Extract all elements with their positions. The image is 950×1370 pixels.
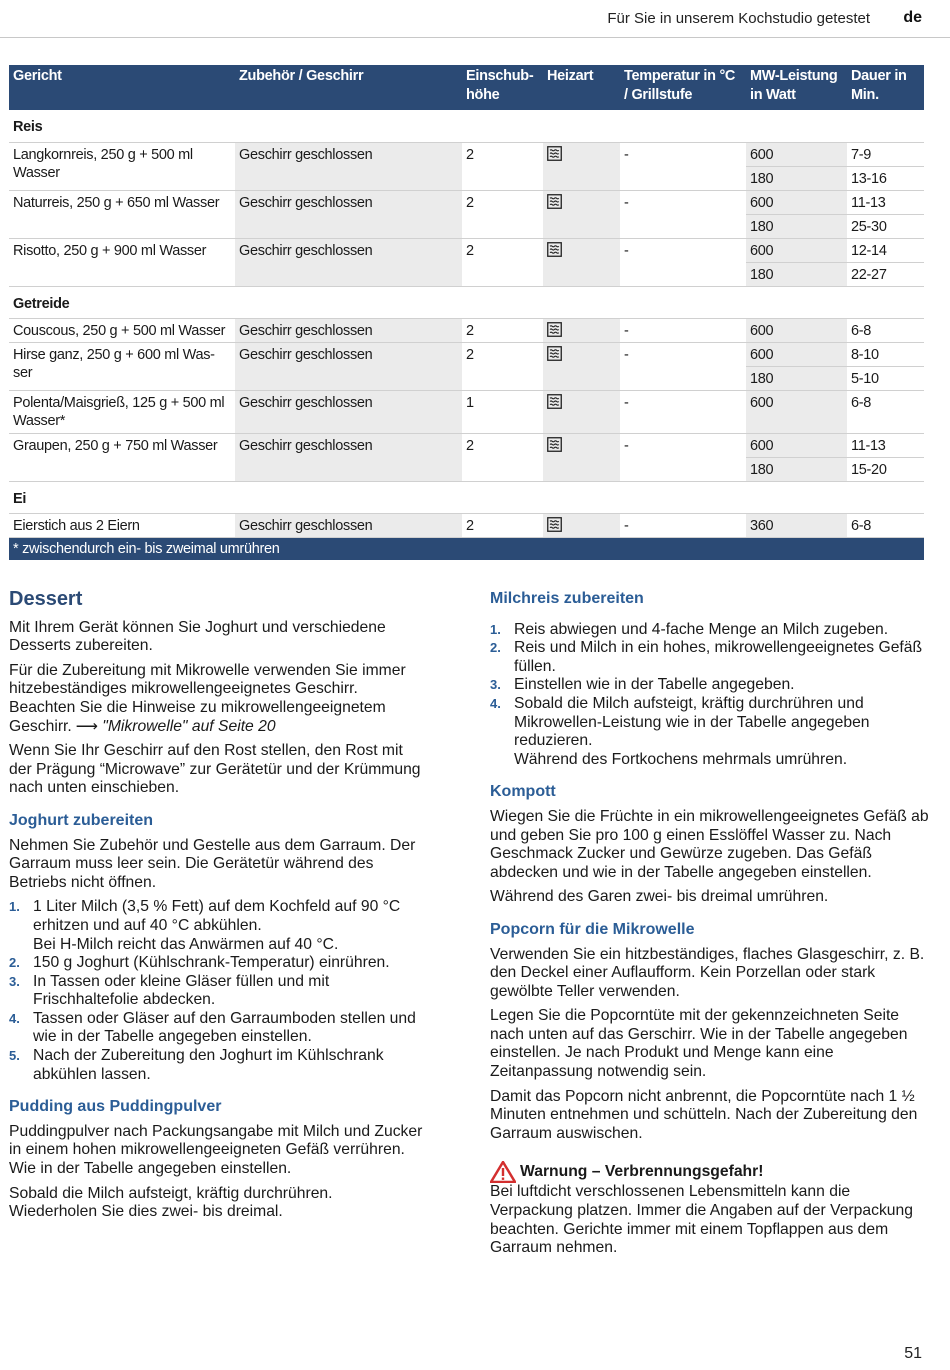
- accessory-cell: Geschirr geschlossen: [235, 318, 462, 342]
- table-row: [9, 433, 924, 457]
- step-text: 150 g Joghurt (Kühlschrank-Temperatur) einrühren.: [33, 954, 390, 972]
- dish-cell: Langkornreis, 250 g + 500 ml Wasser: [9, 142, 235, 190]
- table-row: [9, 513, 924, 537]
- language-code: de: [903, 9, 922, 26]
- duration-cell: 7-9: [847, 142, 924, 166]
- step-number: 4.: [9, 1010, 20, 1026]
- level-cell: 2: [462, 142, 543, 190]
- duration-cell: 5-10: [847, 366, 924, 390]
- duration-cell: 15-20: [847, 457, 924, 481]
- duration-cell: 13-16: [847, 166, 924, 190]
- dessert-intro: Mit Ihrem Gerät können Sie Joghurt und verschiedene Desserts zubereiten.: [9, 618, 386, 655]
- step-number: 1.: [490, 621, 501, 637]
- accessory-cell: Geschirr geschlossen: [235, 238, 462, 286]
- category-row: [9, 110, 924, 142]
- col-header-temperature: Temperatur in °C / Grillstufe: [620, 65, 746, 110]
- mw-power-cell: 180: [746, 214, 847, 238]
- dishware-note-text: Für die Zubereitung mit Mikrowelle verwenden Sie immer hitzebeständiges mikrowellengeeignetes Geschirr. Beachten Sie die Hinweise zu mikrowellengeeignetem Geschirr.: [9, 661, 406, 735]
- table-footnote: * zwischendurch ein- bis zweimal umrühren: [9, 537, 924, 560]
- col-header-heating: Heizart: [543, 65, 620, 110]
- duration-cell: 11-13: [847, 190, 924, 214]
- warning-text: Bei luftdicht verschlossenen Lebensmitteln kann die Verpackung platzen. Immer die Angaben auf der Verpackung beachten. Gerichte immer mit einem Topflappen aus dem Garraum nehmen.: [490, 1183, 913, 1257]
- mw-power-cell: 600: [746, 318, 847, 342]
- kompott-text: Wiegen Sie die Früchte in ein mikrowellengeeignetes Gefäß ab und geben Sie pro 100 g einen Esslöffel Wasser zu. Nach Geschmack Zucker und Gewürze zugeben. Das Gefäß abdecken und wie in der Tabelle angegeben einstellen.: [490, 807, 929, 881]
- category-label: Ei: [9, 481, 924, 513]
- page-number: 51: [904, 1345, 922, 1362]
- temperature-cell: -: [620, 142, 746, 190]
- mw-power-cell: 600: [746, 190, 847, 214]
- step-text: Tassen oder Gläser auf den Garraumboden stellen und wie in der Tabelle angegeben einstellen.: [33, 1009, 416, 1046]
- level-cell: 2: [462, 433, 543, 481]
- list-item: [9, 1047, 424, 1084]
- level-cell: 2: [462, 342, 543, 390]
- level-cell: 1: [462, 390, 543, 433]
- arrow-right-icon: ⟶: [75, 717, 99, 735]
- header-divider: [0, 37, 950, 38]
- duration-cell: 6-8: [847, 318, 924, 342]
- step-text: In Tassen oder kleine Gläser füllen und mit Frischhaltefolie abdecken.: [33, 972, 330, 1009]
- microwave-icon: [547, 437, 562, 452]
- list-item: [9, 1010, 424, 1047]
- microwave-icon: [547, 346, 562, 361]
- popcorn-text-2: Legen Sie die Popcorntüte mit der gekennzeichneten Seite nach unten auf das Gerschirr. Wie in der Tabelle angegeben einstellen. Je nach Produkt und Menge kann eine Zeitanpassung notwendig sein.: [490, 1007, 908, 1081]
- mw-power-cell: 360: [746, 513, 847, 537]
- step-extra: Bei H-Milch reicht das Anwärmen auf 40 °C.: [33, 935, 339, 953]
- temperature-cell: -: [620, 190, 746, 238]
- warning-triangle-icon: [490, 1161, 516, 1183]
- duration-cell: 6-8: [847, 513, 924, 537]
- table-footnote-row: [9, 537, 924, 560]
- mw-power-cell: 180: [746, 262, 847, 286]
- step-text: Nach der Zubereitung den Joghurt im Kühlschrank abkühlen lassen.: [33, 1047, 384, 1083]
- pudding-text-2: Sobald die Milch aufsteigt, kräftig durchrühren. Wiederholen Sie dies zwei- bis dreimal.: [9, 1184, 333, 1221]
- step-number: 2.: [9, 955, 20, 971]
- step-text: Reis und Milch in ein hohes, mikrowellengeeignetes Gefäß füllen.: [514, 639, 923, 675]
- subheading-joghurt: Joghurt zubereiten: [9, 811, 154, 829]
- dish-cell: Couscous, 250 g + 500 ml Wasser: [9, 318, 235, 342]
- mw-power-cell: 600: [746, 238, 847, 262]
- duration-cell: 6-8: [847, 390, 924, 433]
- subheading-popcorn: Popcorn für die Mikrowelle: [490, 920, 695, 938]
- dish-cell: Polenta/Maisgrieß, 125 g + 500 ml Wasser*: [9, 390, 235, 433]
- header-title: Für Sie in unserem Kochstudio getestet: [607, 10, 870, 27]
- step-number: 3.: [9, 973, 20, 989]
- pudding-text: Puddingpulver nach Packungsangabe mit Milch und Zucker in einem hohen mikrowellengeeigneten Gefäß verrühren. Wie in der Tabelle angegeben einstellen.: [9, 1122, 423, 1178]
- dish-cell: Risotto, 250 g + 900 ml Wasser: [9, 238, 235, 286]
- table-row: [9, 190, 924, 214]
- duration-cell: 25-30: [847, 214, 924, 238]
- col-header-dish: Gericht: [9, 65, 235, 110]
- right-column: [490, 588, 930, 1264]
- col-header-accessory: Zubehör / Geschirr: [235, 65, 462, 110]
- accessory-cell: Geschirr geschlossen: [235, 433, 462, 481]
- heating-cell: [543, 433, 620, 481]
- subheading-kompott: Kompott: [490, 783, 556, 801]
- list-item: [490, 621, 930, 640]
- dish-cell: Hirse ganz, 250 g + 600 ml Was-ser: [9, 342, 235, 390]
- step-number: 5.: [9, 1048, 20, 1064]
- microwave-icon: [547, 394, 562, 409]
- category-label: Reis: [9, 110, 924, 142]
- heating-cell: [543, 342, 620, 390]
- mw-power-cell: 180: [746, 366, 847, 390]
- step-text: 1 Liter Milch (3,5 % Fett) auf dem Kochfeld auf 90 °C erhitzen und auf 40 °C abkühlen.: [33, 898, 401, 934]
- level-cell: 2: [462, 190, 543, 238]
- accessory-cell: Geschirr geschlossen: [235, 342, 462, 390]
- duration-cell: 11-13: [847, 433, 924, 457]
- list-item: [9, 954, 424, 973]
- section-title-dessert: Dessert: [9, 588, 83, 610]
- category-row: [9, 286, 924, 318]
- left-column: [9, 588, 424, 1228]
- recipe-table: [9, 65, 924, 560]
- level-cell: 2: [462, 238, 543, 286]
- mw-power-cell: 600: [746, 390, 847, 433]
- warning-title-row: [490, 1161, 930, 1183]
- step-text: Reis abwiegen und 4-fache Menge an Milch zugeben.: [514, 620, 889, 638]
- accessory-cell: Geschirr geschlossen: [235, 142, 462, 190]
- step-number: 2.: [490, 640, 501, 656]
- heating-cell: [543, 142, 620, 190]
- level-cell: 2: [462, 318, 543, 342]
- duration-cell: 8-10: [847, 342, 924, 366]
- duration-cell: 12-14: [847, 238, 924, 262]
- temperature-cell: -: [620, 318, 746, 342]
- accessory-cell: Geschirr geschlossen: [235, 513, 462, 537]
- col-header-level: Einschub-höhe: [462, 65, 543, 110]
- step-text: Einstellen wie in der Tabelle angegeben.: [514, 676, 795, 694]
- microwave-icon: [547, 322, 562, 337]
- table-row: [9, 238, 924, 262]
- dish-cell: Eierstich aus 2 Eiern: [9, 513, 235, 537]
- warning-box: [490, 1161, 930, 1257]
- microwave-icon: [547, 194, 562, 209]
- subheading-milchreis: Milchreis zubereiten: [490, 590, 644, 607]
- step-number: 4.: [490, 695, 501, 711]
- dessert-dishware-note: [9, 662, 424, 736]
- category-label: Getreide: [9, 286, 924, 318]
- list-item: [490, 639, 930, 676]
- temperature-cell: -: [620, 342, 746, 390]
- joghurt-intro: Nehmen Sie Zubehör und Gestelle aus dem Garraum. Der Garraum muss leer sein. Die Gerätetür während des Betriebs nicht öffnen.: [9, 836, 416, 891]
- step-text: Sobald die Milch aufsteigt, kräftig durchrühren und Mikrowellen-Leistung wie in der Tabelle angegeben reduzieren.: [514, 694, 870, 750]
- heating-cell: [543, 513, 620, 537]
- table-header-row: [9, 65, 924, 110]
- list-item: [9, 898, 424, 954]
- list-item: [490, 676, 930, 695]
- subheading-pudding: Pudding aus Puddingpulver: [9, 1098, 222, 1116]
- mw-power-cell: 180: [746, 457, 847, 481]
- kompott-text-2: Während des Garen zwei- bis dreimal umrühren.: [490, 888, 829, 906]
- microwave-page-link[interactable]: "Mikrowelle" auf Seite 20: [102, 717, 276, 735]
- popcorn-text: Verwenden Sie ein hitzbeständiges, flaches Glasgeschirr, z. B. den Deckel einer Auflaufform. Kein Porzellan oder stark gewölbte Teller verwenden.: [490, 945, 925, 1000]
- table-row: [9, 142, 924, 166]
- joghurt-steps: [9, 898, 424, 1084]
- col-header-mw-power: MW-Leistung in Watt: [746, 65, 847, 110]
- temperature-cell: -: [620, 390, 746, 433]
- mw-power-cell: 180: [746, 166, 847, 190]
- temperature-cell: -: [620, 433, 746, 481]
- duration-cell: 22-27: [847, 262, 924, 286]
- mw-power-cell: 600: [746, 342, 847, 366]
- warning-title: Warnung – Verbrennungsgefahr!: [520, 1163, 764, 1181]
- category-row: [9, 481, 924, 513]
- temperature-cell: -: [620, 238, 746, 286]
- dessert-rack-note: Wenn Sie Ihr Geschirr auf den Rost stellen, den Rost mit der Prägung “Microwave” zur Gerätetür und der Krümmung nach unten einschieben.: [9, 742, 421, 797]
- heating-cell: [543, 390, 620, 433]
- mw-power-cell: 600: [746, 142, 847, 166]
- list-item: [9, 973, 424, 1010]
- accessory-cell: Geschirr geschlossen: [235, 190, 462, 238]
- dish-cell: Naturreis, 250 g + 650 ml Wasser: [9, 190, 235, 238]
- microwave-icon: [547, 517, 562, 532]
- microwave-icon: [547, 146, 562, 161]
- temperature-cell: -: [620, 513, 746, 537]
- accessory-cell: Geschirr geschlossen: [235, 390, 462, 433]
- table-body: [9, 110, 924, 560]
- mw-power-cell: 600: [746, 433, 847, 457]
- popcorn-text-3: Damit das Popcorn nicht anbrennt, die Popcorntüte nach 1 ½ Minuten entnehmen und schütteln. Nach der Zubereitung den Garraum auswischen.: [490, 1087, 918, 1142]
- level-cell: 2: [462, 513, 543, 537]
- table-row: [9, 342, 924, 366]
- step-number: 3.: [490, 677, 501, 693]
- col-header-duration: Dauer in Min.: [847, 65, 924, 110]
- milchreis-steps: [490, 621, 930, 770]
- heating-cell: [543, 190, 620, 238]
- step-number: 1.: [9, 899, 20, 915]
- dish-cell: Graupen, 250 g + 750 ml Wasser: [9, 433, 235, 481]
- table-row: [9, 390, 924, 433]
- list-item: [490, 695, 930, 769]
- step-extra: Während des Fortkochens mehrmals umrühren.: [514, 750, 848, 768]
- table-row: [9, 318, 924, 342]
- heating-cell: [543, 318, 620, 342]
- page-header: [0, 8, 950, 30]
- microwave-icon: [547, 242, 562, 257]
- heating-cell: [543, 238, 620, 286]
